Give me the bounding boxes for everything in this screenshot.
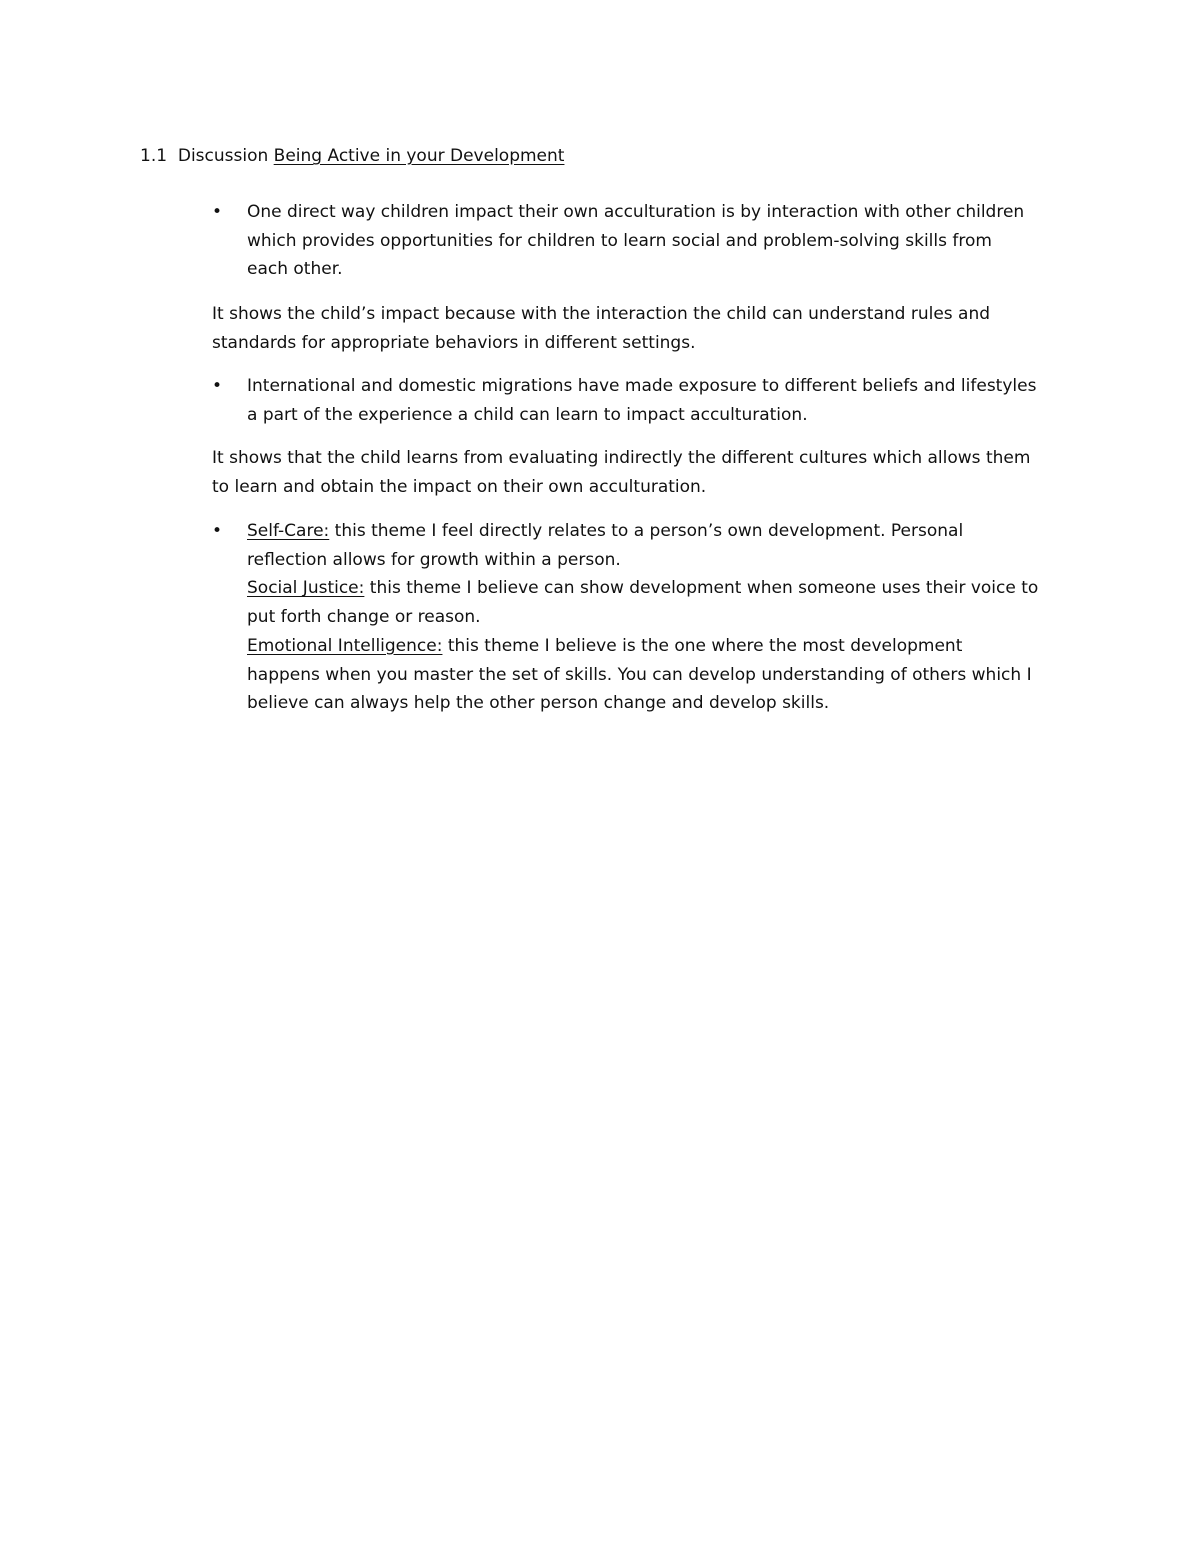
text-line: reflection allows for growth within a person. [247, 549, 621, 570]
text-line: International and domestic migrations have made exposure to different beliefs and lifestyles [247, 376, 1037, 396]
list-item-text [247, 198, 1072, 284]
text-line: It shows that the child learns from evaluating indirectly the different cultures which allows them [212, 448, 1031, 468]
text-line [247, 574, 1072, 603]
text-line: It shows the child’s impact because with the interaction the child can understand rules and [212, 304, 991, 324]
theme-label-social-justice: Social Justice: [247, 578, 365, 599]
theme-text: this theme I believe can show development when someone uses their voice to [364, 578, 1039, 599]
page-title [140, 143, 564, 169]
text-line: put forth change or reason. [247, 607, 481, 628]
text-line: to learn and obtain the impact on their own acculturation. [212, 476, 707, 497]
theme-text: this theme I feel directly relates to a person’s own development. Personal [329, 521, 964, 541]
theme-label-emotional-intelligence: Emotional Intelligence: [247, 635, 443, 656]
text-line: which provides opportunities for children to learn social and problem-solving skills from [247, 230, 992, 251]
text-line [247, 632, 1072, 661]
text-line: each other. [247, 259, 343, 280]
theme-label-self-care: Self-Care: [247, 521, 330, 541]
section-label: Discussion [177, 146, 269, 166]
text-line [247, 517, 1072, 546]
text-line: standards for appropriate behaviors in different settings. [212, 332, 696, 353]
bullet-icon: • [212, 521, 223, 541]
theme-text: this theme I believe is the one where the most development [442, 635, 963, 656]
list-item [212, 198, 1072, 284]
text-line: happens when you master the set of skills. You can develop understanding of others which I [247, 664, 1032, 685]
section-number: 1.1 [140, 146, 168, 166]
bullet-icon: • [212, 376, 223, 396]
list-item-text [247, 372, 1072, 429]
list-item [212, 517, 1072, 718]
text-line: a part of the experience a child can learn to impact acculturation. [247, 404, 808, 425]
body-paragraph [212, 444, 1072, 501]
list-item-text [247, 517, 1072, 718]
text-line: One direct way children impact their own acculturation is by interaction with other children [247, 202, 1025, 222]
text-line: believe can always help the other person change and develop skills. [247, 693, 830, 714]
section-title: Being Active in your Development [273, 146, 565, 166]
body-paragraph [212, 300, 1072, 357]
list-item [212, 372, 1072, 429]
bullet-icon: • [212, 202, 223, 222]
